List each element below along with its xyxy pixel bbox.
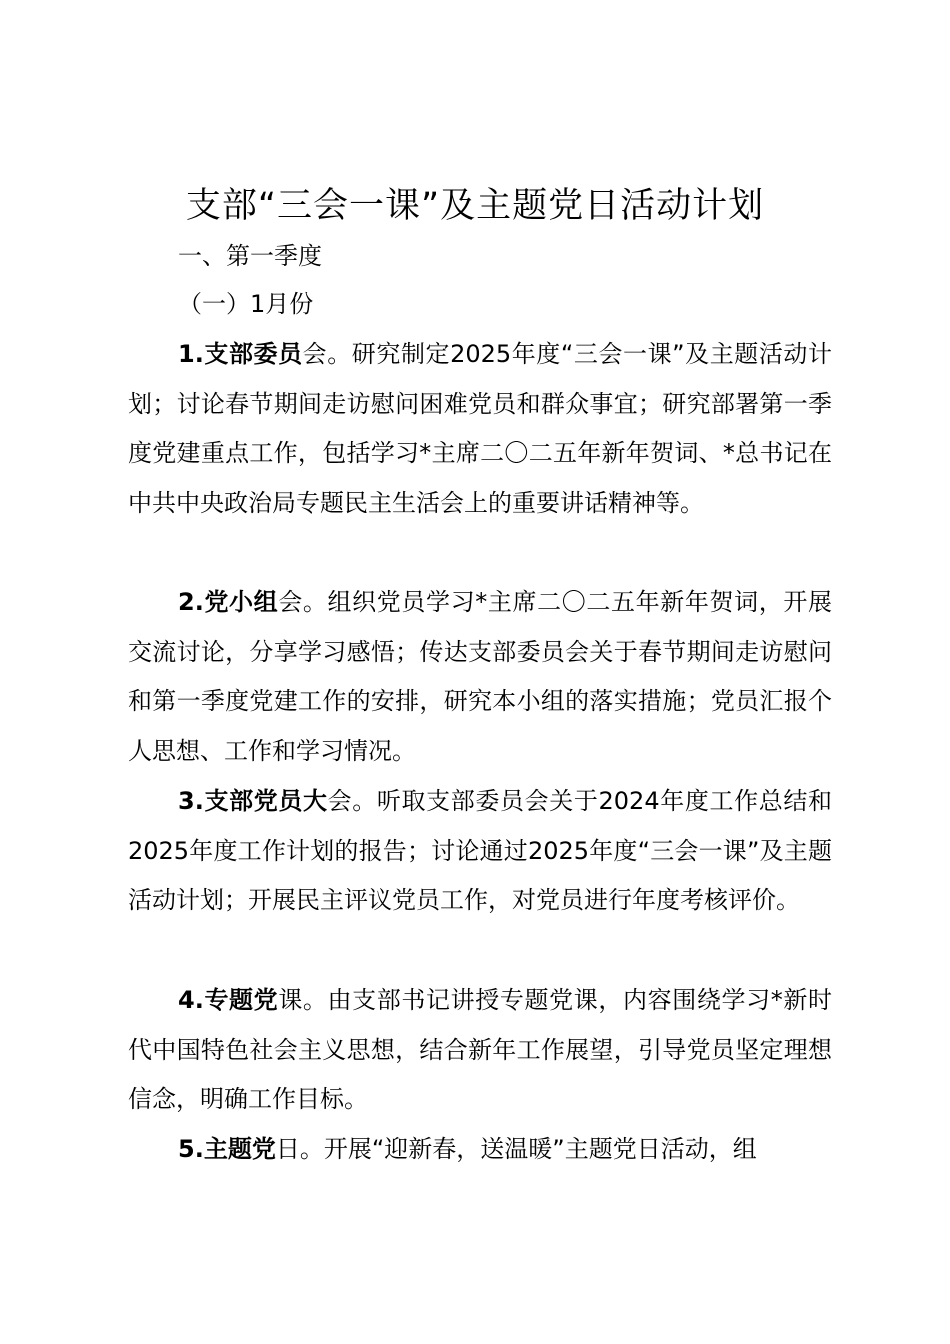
document-title: 支部“三会一课”及主题党日活动计划 [185,186,765,226]
paragraph-body: 会。研究制定2025年度“三会一课”及主题活动计划；讨论春节期间走访慰问困难党员和群众事宜；研究部署第一季度党建重点工作，包括学习*主席二〇二五年新年贺词、*总书记在中共中央政治局专题民主生活会上的重要讲话精神等。 [128,340,832,517]
paragraph-party-group [128,578,832,776]
paragraph-body: 日。开展“迎新春，送温暖”主题党日活动，组 [275,1135,757,1163]
paragraph-body: 课。由支部书记讲授专题党课，内容围绕学习*新时代中国特色社会主义思想，结合新年工作展望，引导党员坚定理想信念，明确工作目标。 [128,986,832,1114]
paragraph-theme-day [128,1125,832,1175]
paragraph-body: 会。组织党员学习*主席二〇二五年新年贺词，开展交流讨论，分享学习感悟；传达支部委员会关于春节期间走访慰问和第一季度党建工作的安排，研究本小组的落实措施；党员汇报个人思想、工作和学习情况。 [128,588,832,765]
paragraph-general-meeting [128,777,832,926]
paragraph-body: 会。听取支部委员会关于2024年度工作总结和2025年度工作计划的报告；讨论通过2025年度“三会一课”及主题活动计划；开展民主评议党员工作，对党员进行年度考核评价。 [128,787,832,915]
paragraph-lead: 5.主题党 [178,1135,276,1163]
paragraph-lead: 1.支部委员 [178,340,303,368]
subsection-heading-january: （一）1月份 [178,290,314,318]
paragraph-special-lecture [128,976,832,1125]
paragraph-lead: 4.专题党 [178,986,279,1014]
paragraph-lead: 2.党小组 [178,588,279,616]
paragraph-lead: 3.支部党员大 [178,787,328,815]
paragraph-branch-committee [128,330,832,528]
section-heading-q1: 一、第一季度 [178,242,322,270]
